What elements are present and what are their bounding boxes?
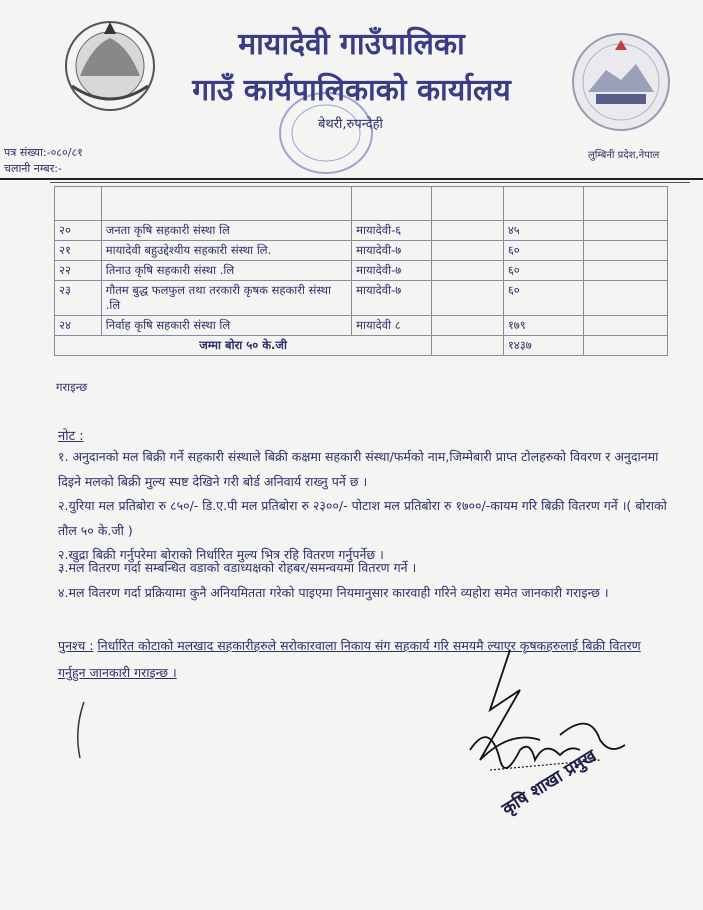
serial-cell: २४ bbox=[55, 316, 102, 336]
organization-cell: जनता कृषि सहकारी संस्था लि bbox=[101, 221, 351, 241]
table-row bbox=[55, 221, 668, 241]
table-row bbox=[55, 261, 668, 281]
table-row bbox=[55, 316, 668, 336]
serial-cell: २० bbox=[55, 221, 102, 241]
quantity-cell: ६० bbox=[503, 261, 583, 281]
handwritten-mark bbox=[66, 700, 96, 760]
table-row bbox=[55, 281, 668, 316]
note-item-1: १. अनुदानको मल बिक्री गर्ने सहकारी संस्थाले बिक्री कक्षमा सहकारी संस्था/फर्मको नाम,जिम्मेबारी प्राप्त टोलहरुको विवरण र अनुदानमा दिइने मलको बिक्री मुल्य स्पष्ट देखिने गरी बोर्ड अनिवार्य राख्नु पर्ने छ । bbox=[58, 449, 659, 489]
office-address: बेथरी,रुपन्देही bbox=[318, 117, 383, 132]
reference-number: पत्र संख्या:-०८०/८१ bbox=[4, 146, 83, 159]
address-cell: मायादेवी-६ bbox=[352, 221, 432, 241]
header-divider-thin bbox=[50, 182, 690, 183]
table-row bbox=[55, 241, 668, 261]
municipality-name: मायादेवी गाउँपालिका bbox=[238, 27, 465, 62]
serial-cell: २१ bbox=[55, 241, 102, 261]
address-cell: मायादेवी ८ bbox=[352, 316, 432, 336]
signature bbox=[450, 650, 650, 840]
quantity-cell: ६० bbox=[503, 241, 583, 261]
postscript-label: पुनश्च : bbox=[58, 638, 94, 653]
note-item-2: २.युरिया मल प्रतिबोरा रु ८५०/- डि.ए.पी मल प्रतिबोरा रु २३००/- पोटाश मल प्रतिबोरा रु १७००/-कायम गरि बिक्री वितरण गर्ने ।( बोराको तौल ५० के.जी ) bbox=[58, 498, 667, 538]
serial-cell: २३ bbox=[55, 281, 102, 316]
total-value: १४३७ bbox=[503, 336, 583, 356]
postscript-text: निर्धारित कोटाको मलखाद सहकारीहरुले सरोकारवाला निकाय संग सहकार्य गरि समयमै ल्याएर कृषकहरुलाई बिक्री वितरण गर्नुहुन जानकारी गराइन्छ । bbox=[58, 638, 641, 680]
dispatch-number: चलानी नम्बर:- bbox=[4, 162, 62, 175]
organization-cell: गौतम बुद्ध फलफुल तथा तरकारी कृषक सहकारी संस्था .लि bbox=[101, 281, 351, 316]
distribution-table bbox=[54, 186, 668, 356]
table-total-row bbox=[55, 336, 668, 356]
quantity-cell: १७९ bbox=[503, 316, 583, 336]
note-heading: नोट : bbox=[58, 429, 84, 444]
office-name: गाउँ कार्यपालिकाको कार्यालय bbox=[192, 73, 511, 108]
total-label: जम्मा बोरा ५० के.जी bbox=[55, 336, 432, 356]
address-cell: मायादेवी-७ bbox=[352, 261, 432, 281]
quantity-cell: ४५ bbox=[503, 221, 583, 241]
province-label: लुम्बिनी प्रदेश,नेपाल bbox=[588, 150, 660, 161]
section-head-stamp: कृषि शाखा प्रमुख bbox=[498, 745, 601, 820]
organization-cell: निर्वाह कृषि सहकारी संस्था लि bbox=[101, 316, 351, 336]
serial-cell: २२ bbox=[55, 261, 102, 281]
table-footer-text: गराइन्छ bbox=[56, 380, 88, 394]
quantity-cell: ६० bbox=[503, 281, 583, 316]
address-cell: मायादेवी-७ bbox=[352, 281, 432, 316]
table-row-empty bbox=[55, 187, 668, 221]
header-divider bbox=[0, 178, 703, 180]
note-item-4: ३.मल वितरण गर्दा सम्बन्धित वडाको वडाध्यक्षको रोहबर/समन्वयमा वितरण गर्ने । bbox=[58, 560, 417, 575]
organization-cell: तिनाउ कृषि सहकारी संस्था .लि bbox=[101, 261, 351, 281]
organization-cell: मायादेवी बहुउद्देश्यीय सहकारी संस्था लि. bbox=[101, 241, 351, 261]
address-cell: मायादेवी-७ bbox=[352, 241, 432, 261]
note-item-5: ४.मल वितरण गर्दा प्रक्रियामा कुनै अनियमितता गरेको पाइएमा नियमानुसार कारवाही गरिने व्यहोरा समेत जानकारी गराइन्छ । bbox=[58, 585, 609, 600]
note-item-3: २.खुद्रा बिक्री गर्नुपरेमा बोराको निर्धारित मुल्य भित्र रहि वितरण गर्नुपर्नेछ । bbox=[58, 547, 384, 562]
